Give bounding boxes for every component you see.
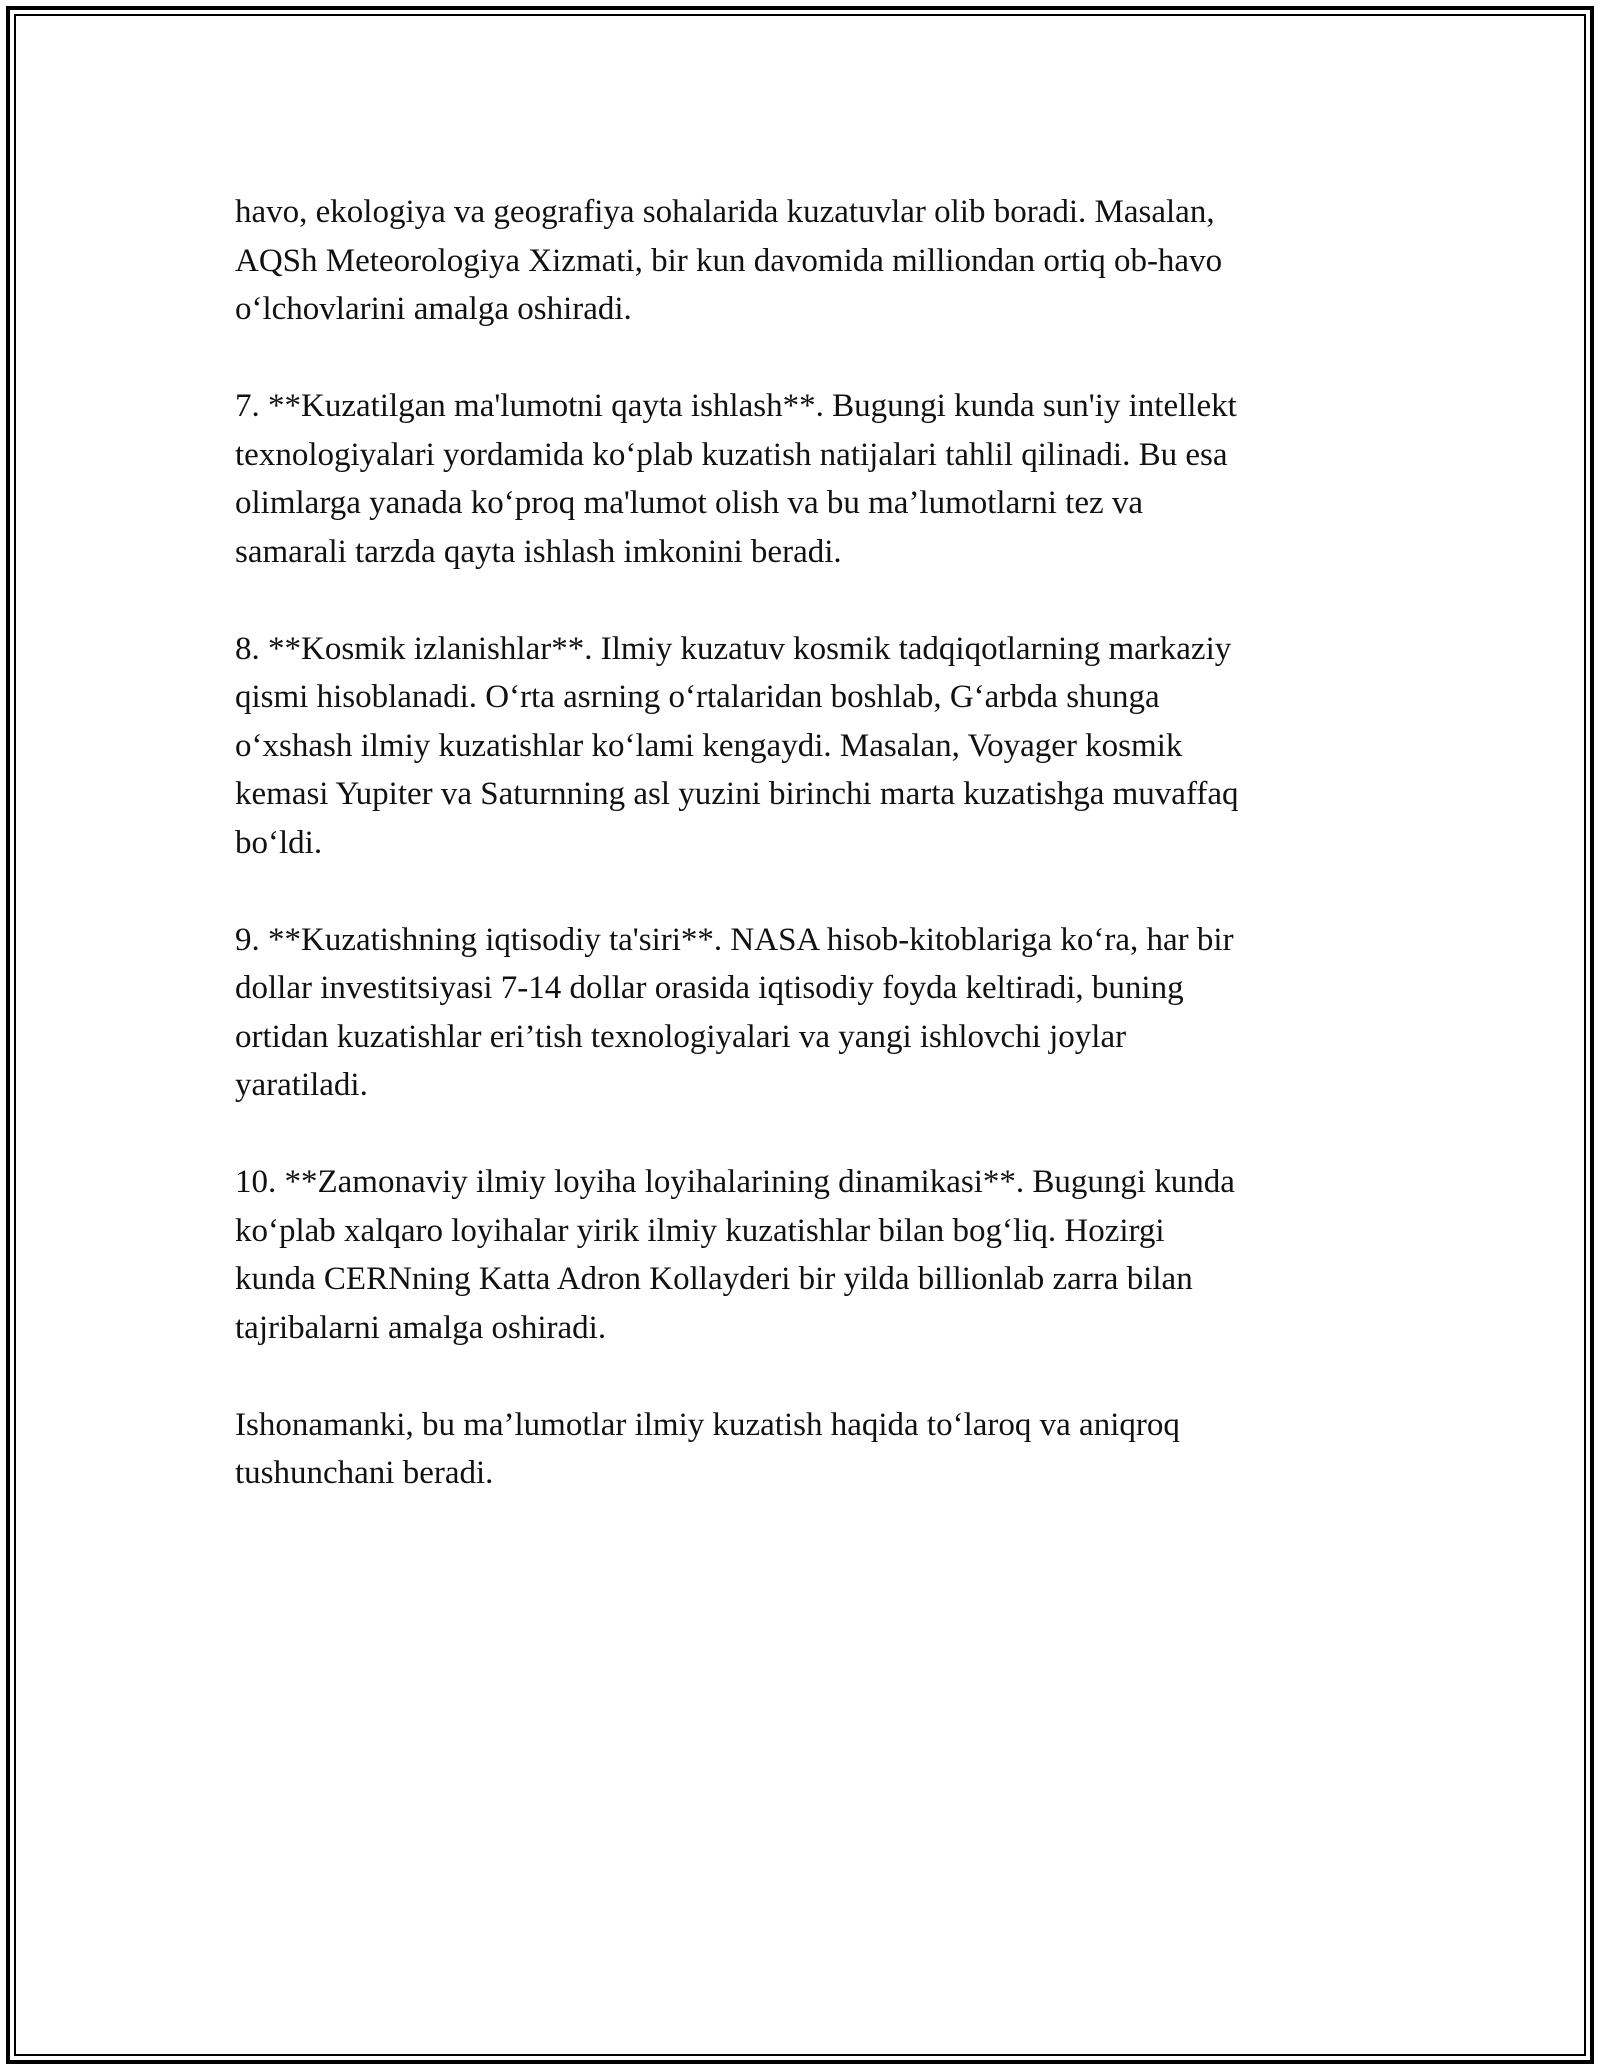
text-line: qismi hisoblanadi. O‘rta asrning o‘rtalaridan boshlab, G‘arbda shunga: [235, 679, 1160, 715]
paragraph-conclusion: [235, 1401, 1370, 1498]
document-body: [235, 188, 1370, 1498]
text-line: kemasi Yupiter va Saturnning asl yuzini birinchi marta kuzatishga muvaffaq: [235, 776, 1239, 812]
text-line: tushunchani beradi.: [235, 1455, 494, 1491]
text-line: AQSh Meteorologiya Xizmati, bir kun davomida milliondan ortiq ob-havo: [235, 242, 1223, 279]
paragraph-weather-observations: [235, 188, 1370, 334]
text-line: kunda CERNning Katta Adron Kollayderi bir yilda billionlab zarra bilan: [235, 1261, 1193, 1297]
paragraph-item-10-modern-projects: [235, 1158, 1370, 1352]
text-line: dollar investitsiyasi 7-14 dollar orasida iqtisodiy foyda keltiradi, buning: [235, 970, 1184, 1006]
paragraph-item-8-space-research: [235, 625, 1370, 868]
text-line: Ishonamanki, bu ma’lumotlar ilmiy kuzatish haqida to‘laroq va aniqroq: [235, 1406, 1180, 1443]
paragraph-item-7-data-processing: [235, 382, 1370, 576]
text-line: 7. **Kuzatilgan ma'lumotni qayta ishlash**. Bugungi kunda sun'iy intellekt: [235, 388, 1237, 424]
text-line: olimlarga yanada ko‘proq ma'lumot olish va bu ma’lumotlarni tez va: [235, 485, 1144, 521]
text-line: o‘xshash ilmiy kuzatishlar ko‘lami kengaydi. Masalan, Voyager kosmik: [235, 727, 1183, 764]
text-line: 9. **Kuzatishning iqtisodiy ta'siri**. NASA hisob-kitoblariga ko‘ra, har bir: [235, 921, 1234, 958]
text-line: tajribalarni amalga oshiradi.: [235, 1309, 607, 1346]
text-line: havo, ekologiya va geografiya sohalarida kuzatuvlar olib boradi. Masalan,: [235, 194, 1215, 230]
text-line: yaratiladi.: [235, 1067, 368, 1103]
text-line: ko‘plab xalqaro loyihalar yirik ilmiy kuzatishlar bilan bog‘liq. Hozirgi: [235, 1212, 1165, 1249]
text-line: texnologiyalari yordamida ko‘plab kuzatish natijalari tahlil qilinadi. Bu esa: [235, 436, 1228, 473]
text-line: ortidan kuzatishlar eri’tish texnologiyalari va yangi ishlovchi joylar: [235, 1018, 1127, 1055]
paragraph-item-9-economic-impact: [235, 916, 1370, 1110]
text-line: 10. **Zamonaviy ilmiy loyiha loyihalarining dinamikasi**. Bugungi kunda: [235, 1164, 1235, 1200]
text-line: 8. **Kosmik izlanishlar**. Ilmiy kuzatuv kosmik tadqiqotlarning markaziy: [235, 630, 1232, 667]
text-line: samarali tarzda qayta ishlash imkonini beradi.: [235, 533, 842, 570]
text-line: bo‘ldi.: [235, 824, 323, 861]
text-line: o‘lchovlarini amalga oshiradi.: [235, 291, 632, 327]
